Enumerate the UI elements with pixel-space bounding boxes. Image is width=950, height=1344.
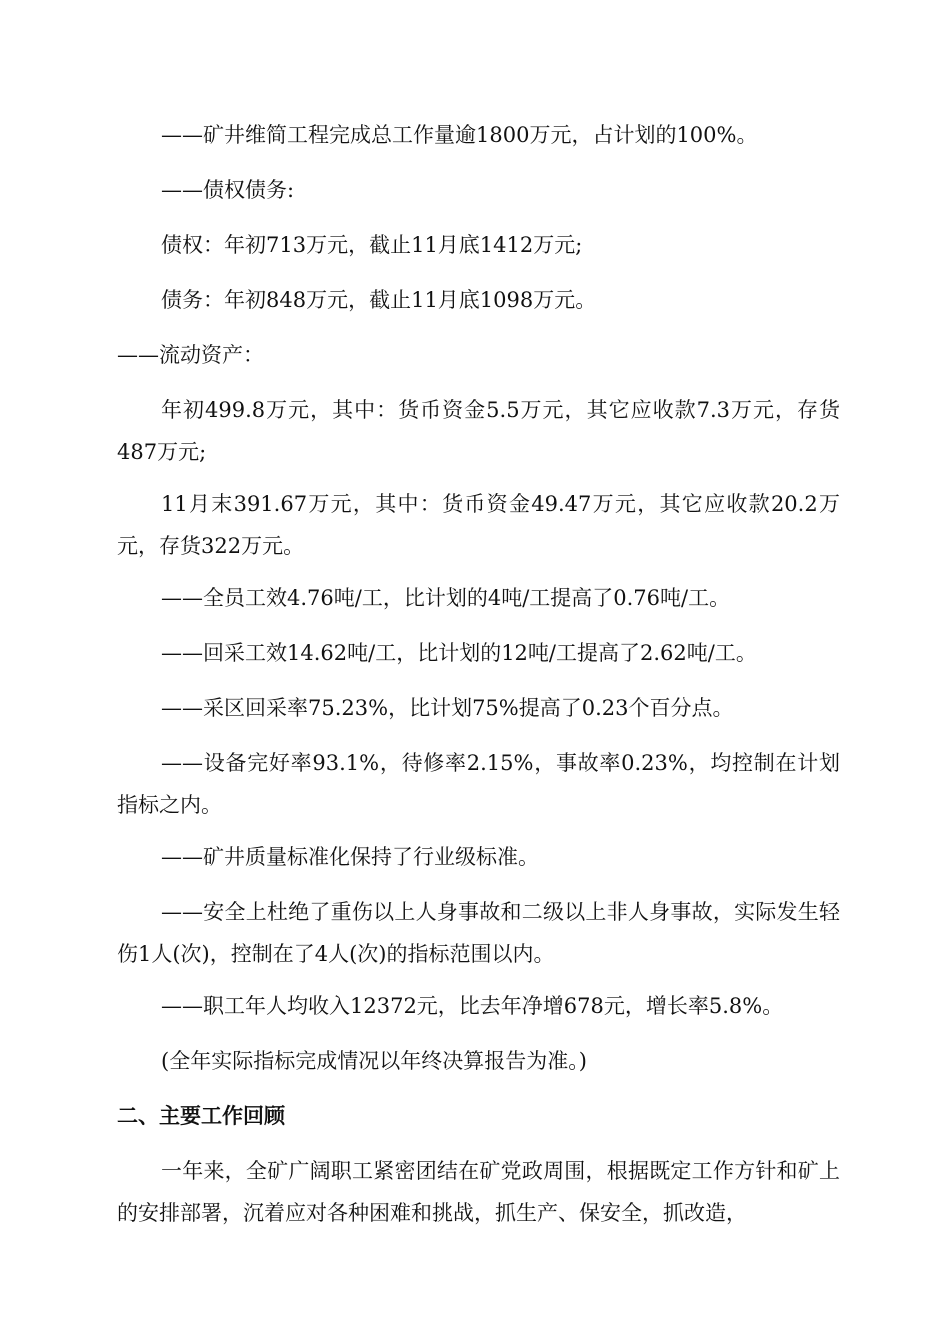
paragraph-current-assets-heading: ——流动资产： (117, 343, 264, 367)
paragraph-staff-efficiency: ——全员工效4.76吨/工，比计划的4吨/工提高了0.76吨/工。 (161, 586, 731, 610)
paragraph-assets-start-of-year: 年初499.8万元，其中：货币资金5.5万元，其它应收款7.3万元，存货487万元; (117, 398, 840, 464)
paragraph-note: (全年实际指标完成情况以年终决算报告为准。) (161, 1049, 587, 1073)
paragraph-debt-heading: ——债权债务: (161, 178, 295, 202)
paragraph-debts: 债务：年初848万元，截止11月底1098万元。 (161, 288, 597, 312)
paragraph-recovery-rate: ——采区回采率75.23%，比计划75%提高了0.23个百分点。 (161, 696, 734, 720)
section-heading-review: 二、主要工作回顾 (117, 1103, 285, 1128)
paragraph-income: ——职工年人均收入12372元，比去年净增678元，增长率5.8%。 (161, 994, 784, 1018)
paragraph-quality-standard: ——矿井质量标准化保持了行业级标准。 (161, 845, 539, 869)
paragraph-equipment-rate: ——设备完好率93.1%，待修率2.15%，事故率0.23%，均控制在计划指标之内。 (117, 751, 840, 817)
paragraph-maintenance-project: ——矿井维简工程完成总工作量逾1800万元，占计划的100%。 (161, 123, 758, 147)
paragraph-assets-november: 11月末391.67万元，其中：货币资金49.47万元，其它应收款20.2万元，存货322万元。 (117, 492, 840, 558)
paragraph-claims: 债权：年初713万元，截止11月底1412万元; (161, 233, 583, 257)
paragraph-mining-efficiency: ——回采工效14.62吨/工，比计划的12吨/工提高了2.62吨/工。 (161, 641, 757, 665)
paragraph-review-intro: 一年来，全矿广阔职工紧密团结在矿党政周围，根据既定工作方针和矿上的安排部署，沉着应对各种困难和挑战，抓生产、保安全，抓改造， (117, 1159, 840, 1225)
paragraph-safety: ——安全上杜绝了重伤以上人身事故和二级以上非人身事故，实际发生轻伤1人(次)，控制在了4人(次)的指标范围以内。 (117, 900, 840, 966)
